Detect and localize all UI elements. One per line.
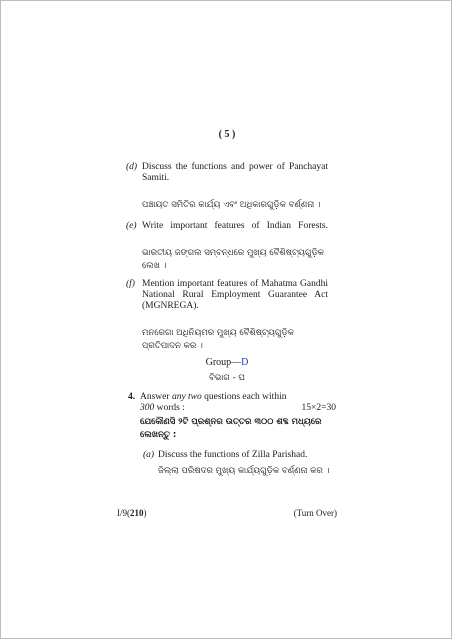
question-english: Write important features of Indian Forests.	[142, 221, 328, 231]
page-number: ( 5 )	[218, 129, 236, 140]
question-label: (d)	[126, 162, 138, 172]
question-4-instruction	[140, 392, 336, 403]
question-label: (f)	[126, 279, 135, 289]
question-4-words-row	[140, 403, 336, 414]
group-heading-odia: ବିଭାଗ - ଘ	[208, 373, 245, 383]
question-english: Mention important features of Mahatma Gandhi National Rural Employment Guarantee Act (MGNREGA).	[142, 279, 328, 311]
question-label: (e)	[126, 221, 137, 231]
paper-code	[117, 508, 147, 518]
question-e	[126, 221, 328, 273]
group-letter: D	[241, 357, 249, 368]
paper-code-number: 210	[130, 508, 144, 518]
question-odia: ପଞ୍ଚାୟତ ସମିତିର କାର୍ଯ୍ୟ ଏବଂ ଅଧିକାରଗୁଡ଼ିକ ବର୍ଣ୍ଣନା ।	[142, 200, 321, 210]
instruction-italic: any two	[171, 392, 202, 402]
word-limit-suffix: words :	[154, 403, 185, 413]
instruction-text: questions each within	[201, 392, 287, 402]
question-f	[126, 279, 328, 353]
question-d	[126, 162, 328, 212]
word-limit: 300	[140, 403, 155, 413]
page-footer	[117, 508, 337, 518]
group-prefix: Group—	[205, 357, 242, 368]
question-4a	[143, 450, 334, 478]
group-heading	[1, 357, 452, 368]
turn-over: (Turn Over)	[293, 508, 337, 518]
instruction-text: Answer	[140, 392, 172, 402]
paper-code-prefix: I/9(	[117, 508, 130, 518]
paper-code-suffix: )	[143, 508, 147, 518]
question-odia: ଭାରତୀୟ ଜଙ୍ଗଲ ସମ୍ବନ୍ଧରେ ମୁଖ୍ୟ ବୈଶିଷ୍ଟ୍ୟଗୁଡ଼ିକ ଲେଖ ।	[142, 248, 325, 271]
question-odia: ମନରେଗା ଅଧିନିୟମର ମୁଖ୍ୟ ବୈଶିଷ୍ଟ୍ୟଗୁଡ଼ିକ ପ୍ରତିପାଦନ କର ।	[142, 328, 295, 351]
question-english: Discuss the functions of Zilla Parishad.	[158, 450, 308, 460]
question-label: (a)	[143, 450, 155, 460]
question-odia: ଜିଲ୍ଲା ପରିଷଦର ମୁଖ୍ୟ କାର୍ଯ୍ୟଗୁଡ଼ିକ ବର୍ଣ୍ଣନା କର ।	[158, 466, 330, 476]
question-4	[128, 392, 336, 442]
question-number: 4.	[128, 392, 136, 402]
marks: 15×2=30	[301, 403, 336, 413]
question-4-odia: ଯେକୌଣସି ୨ଟି ପ୍ରଶ୍ନର ଉତ୍ତର ୩୦୦ ଶବ୍ଦ ମଧ୍ୟରେ ଲେଖନ୍ତୁ :	[140, 417, 322, 440]
question-english: Discuss the functions and power of Panchayat Samiti.	[142, 162, 328, 183]
